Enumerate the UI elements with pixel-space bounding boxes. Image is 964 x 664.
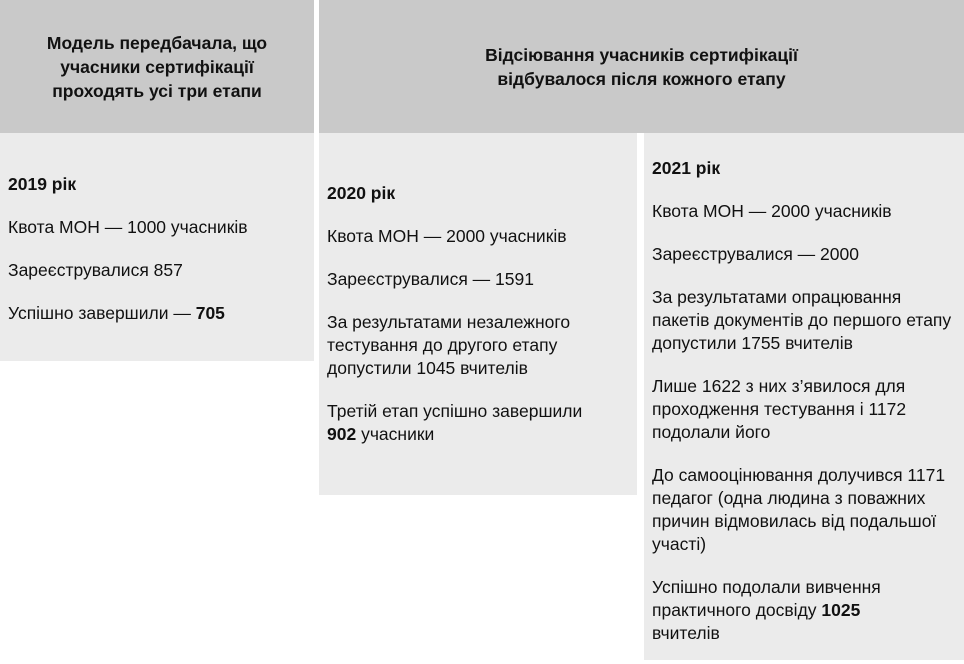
completed-2019: [8, 302, 314, 325]
quota-2020: Квота МОН — 2000 учасників: [327, 226, 567, 246]
header-left-text: Модель передбачала, що учасники сертифікації проходять усі три етапи: [46, 32, 268, 101]
column-2019: [0, 133, 314, 361]
testing-2020: За результатами незалежного тестування до другого етапу допустили 1045 вчителів: [327, 312, 571, 378]
documents-2021: За результатами опрацювання пакетів документів до першого етапу допустили 1755 вчителів: [652, 287, 952, 353]
header-model-all-stages: [0, 0, 314, 133]
column-2020: [319, 133, 637, 495]
registered-2021: Зареєструвалися — 2000: [652, 244, 859, 264]
column-2021: [644, 133, 964, 660]
registered-2020: Зареєструвалися — 1591: [327, 269, 534, 289]
third-stage-2020: [327, 400, 637, 446]
year-2021: 2021 рік: [652, 158, 721, 178]
year-2020: 2020 рік: [327, 183, 396, 203]
self-evaluation-2021: До самооцінювання долучився 1171 педагог (одна людина з поважних причин відмовилась від подальшої участі): [652, 465, 946, 554]
practice-2021-label: Успішно подолали вивчення практичного досвіду: [652, 577, 881, 620]
year-2019: 2019 рік: [8, 174, 77, 194]
third-stage-2020-suffix: учасники: [356, 424, 435, 444]
third-stage-2020-label: Третій етап успішно завершили: [327, 401, 583, 421]
practice-2021-value: 1025: [821, 600, 861, 620]
completed-2019-value: 705: [195, 303, 225, 323]
third-stage-2020-value: 902: [327, 424, 357, 444]
header-right-text: Відсіювання учасників сертифікації відбувалося після кожного етапу: [485, 44, 798, 89]
quota-2021: Квота МОН — 2000 учасників: [652, 201, 892, 221]
completed-2019-label: Успішно завершили —: [8, 303, 196, 323]
practice-2021: [652, 576, 964, 645]
registered-2019: Зареєструвалися 857: [8, 260, 183, 280]
testing-2021: Лише 1622 з них з’явилося для проходження тестування і 1172 подолали його: [652, 376, 907, 442]
quota-2019: Квота МОН — 1000 учасників: [8, 217, 248, 237]
header-dropout-each-stage: [319, 0, 964, 133]
practice-2021-suffix: вчителів: [652, 623, 720, 643]
